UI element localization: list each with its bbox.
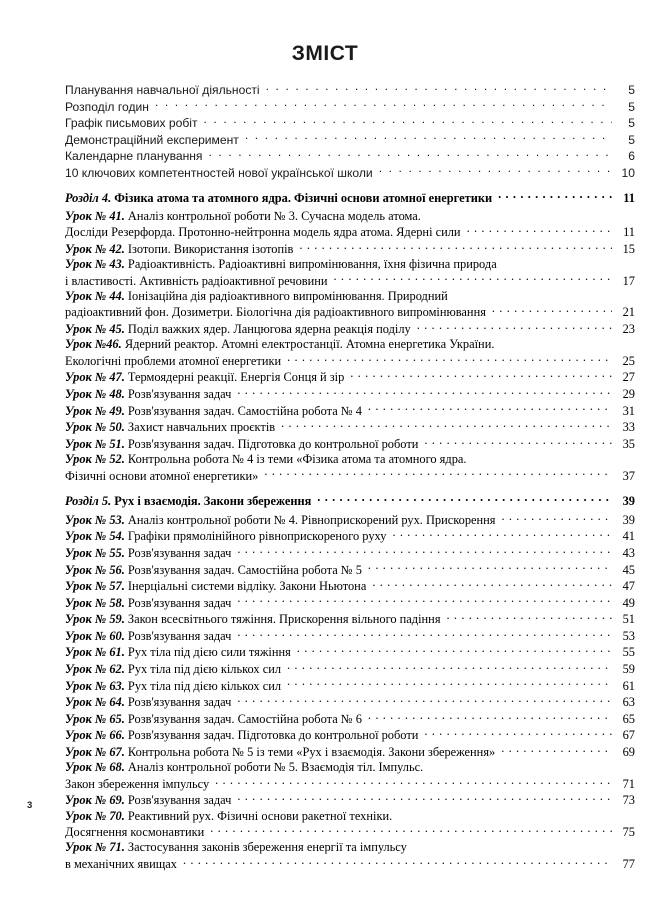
toc-page-number: 21	[622, 305, 635, 320]
toc-entry-label	[65, 209, 425, 224]
toc-entry-prefix: Урок № 55.	[65, 545, 125, 560]
toc-entry-prefix: Урок № 42.	[65, 241, 125, 256]
toc-entry-label	[65, 857, 181, 872]
toc-page-number: 53	[622, 628, 635, 643]
dot-leader	[368, 561, 612, 573]
toc-page-number: 51	[622, 612, 635, 627]
toc-entry-label	[65, 825, 208, 840]
toc-page-number: 63	[622, 695, 635, 710]
dot-leader	[379, 165, 612, 177]
toc-entry-label	[65, 148, 206, 164]
toc-page-number: 43	[622, 545, 635, 560]
lesson-entry[interactable]	[65, 561, 635, 578]
dot-leader	[204, 115, 613, 127]
toc-entry-text: радіоактивний фон. Дозиметри. Біологічна дія радіоактивного випромінювання	[65, 305, 486, 320]
toc-entry-label	[65, 289, 452, 304]
dot-leader	[237, 627, 612, 639]
toc-entry-label	[65, 612, 445, 627]
dot-leader	[287, 661, 612, 673]
toc-entry-text: Розподіл годин	[65, 99, 149, 114]
front-matter-list	[65, 82, 635, 181]
table-of-contents	[65, 82, 635, 872]
dot-leader	[287, 677, 612, 689]
toc-entry-text: Застосування законів збереження енергії та імпульсу	[124, 840, 407, 855]
toc-entry-prefix: Урок № 47.	[65, 370, 125, 385]
front-matter-item[interactable]	[65, 82, 635, 99]
toc-entry-label	[65, 337, 498, 352]
toc-entry-label	[65, 745, 499, 760]
lesson-entry[interactable]	[65, 386, 635, 403]
toc-entry-prefix: Урок № 60.	[65, 628, 125, 643]
toc-entry-label	[65, 225, 465, 240]
dot-leader	[372, 578, 612, 590]
toc-entry-label	[65, 529, 390, 544]
toc-entry-text: Розв'язування задач. Підготовка до контрольної роботи	[124, 436, 419, 451]
lesson-entry[interactable]	[65, 352, 635, 369]
lesson-entry[interactable]	[65, 744, 635, 761]
toc-page-number: 75	[622, 825, 635, 840]
toc-entry-text: Календарне планування	[65, 149, 203, 164]
lesson-entry[interactable]	[65, 644, 635, 661]
toc-entry-prefix: Урок № 66.	[65, 728, 125, 743]
lesson-entry[interactable]	[65, 809, 635, 824]
dot-leader	[215, 775, 612, 787]
toc-entry-label	[65, 99, 153, 115]
lesson-entry[interactable]	[65, 272, 635, 289]
toc-entry-label	[65, 840, 411, 855]
folio-page-number: 3	[27, 800, 33, 811]
toc-entry-label	[65, 257, 501, 272]
dot-leader	[299, 240, 612, 252]
toc-entry-prefix: Урок № 51.	[65, 436, 125, 451]
dot-leader	[417, 321, 612, 333]
lesson-entry[interactable]	[65, 289, 635, 304]
dot-leader	[237, 386, 612, 398]
lesson-entry[interactable]	[65, 792, 635, 809]
toc-entry-label	[65, 322, 415, 337]
toc-entry-label	[65, 274, 332, 289]
toc-entry-text: Екологічні проблеми атомної енергетики	[65, 353, 282, 368]
toc-page-number: 61	[622, 678, 635, 693]
toc-entry-text: Розв'язування задач	[124, 386, 232, 401]
page-title: ЗМІСТ	[291, 42, 359, 65]
toc-entry-prefix: Урок № 54.	[65, 529, 125, 544]
toc-entry-text: Розв'язування задач. Самостійна робота № 6	[124, 711, 362, 726]
toc-entry-text: Рух і взаємодія. Закони збереження	[111, 494, 312, 509]
lesson-entry[interactable]	[65, 257, 635, 272]
toc-entry-text: Графік письмових робіт	[65, 116, 198, 131]
lesson-entry[interactable]	[65, 224, 635, 241]
dot-leader	[183, 856, 612, 868]
toc-page-number: 33	[622, 420, 635, 435]
dot-leader	[368, 402, 612, 414]
toc-entry-prefix: Урок № 58.	[65, 595, 125, 610]
toc-entry-label	[65, 546, 235, 561]
dot-leader	[210, 824, 612, 836]
lesson-entry[interactable]	[65, 611, 635, 628]
toc-entry-text: Розв'язування задач	[124, 695, 232, 710]
toc-page-number: 59	[622, 662, 635, 677]
front-matter-item[interactable]	[65, 165, 635, 182]
toc-entry-label	[65, 420, 279, 435]
toc-entry-text: Розв'язування задач	[124, 793, 232, 808]
toc-page-number: 45	[622, 562, 635, 577]
toc-entry-text: Закон всесвітнього тяжіння. Прискорення вільного падіння	[124, 612, 441, 627]
toc-page-number: 27	[622, 370, 635, 385]
toc-entry-text: Розв'язування задач. Підготовка до контрольної роботи	[124, 728, 419, 743]
toc-entry-text: Фізичні основи атомної енергетики»	[65, 468, 259, 483]
toc-entry-prefix: Урок № 50.	[65, 420, 125, 435]
toc-page-number: 15	[622, 241, 635, 256]
toc-entry-label	[65, 809, 396, 824]
dot-leader	[237, 792, 612, 804]
toc-entry-label	[65, 712, 366, 727]
toc-entry-text: Фізика атома та атомного ядра. Фізичні основи атомної енергетики	[111, 191, 493, 206]
dot-leader	[350, 369, 612, 381]
toc-entry-text: Розв'язування задач. Самостійна робота № 4	[124, 403, 362, 418]
dot-leader	[392, 528, 612, 540]
lesson-entry[interactable]	[65, 545, 635, 562]
dot-leader	[334, 272, 612, 284]
toc-entry-label	[65, 629, 235, 644]
toc-entry-text: 10 ключових компетентностей нової української школи	[65, 165, 373, 180]
toc-entry-label	[65, 437, 422, 452]
lesson-entry[interactable]	[65, 661, 635, 678]
lesson-entry[interactable]	[65, 694, 635, 711]
dot-leader	[237, 594, 612, 606]
toc-entry-prefix: Урок № 49.	[65, 403, 125, 418]
toc-entry-prefix: Урок №46.	[65, 337, 122, 352]
dot-leader	[368, 710, 612, 722]
lesson-entry[interactable]	[65, 677, 635, 694]
toc-page-number: 37	[622, 468, 635, 483]
toc-entry-prefix: Урок № 61.	[65, 645, 125, 660]
toc-entry-text: Ядерний реактор. Атомні електростанції. Атомна енергетика України.	[121, 337, 495, 352]
toc-entry-text: Закон збереження імпульсу	[65, 776, 210, 791]
toc-entry-prefix: Урок № 62.	[65, 662, 125, 677]
toc-entry-text: Графіки прямолінійного рівноприскореного руху	[124, 529, 387, 544]
dot-leader	[281, 419, 612, 431]
dot-leader	[155, 99, 612, 111]
toc-entry-label	[65, 513, 500, 528]
toc-entry-label	[65, 452, 470, 467]
toc-entry-label	[65, 579, 370, 594]
toc-entry-text: Рух тіла під дією кількох сил	[124, 662, 282, 677]
toc-entry-prefix: Урок № 70.	[65, 808, 125, 823]
toc-entry-prefix: Урок № 67.	[65, 745, 125, 760]
toc-entry-text: Аналіз контрольної роботи № 5. Взаємодія тіл. Імпульс.	[124, 760, 424, 775]
toc-entry-prefix: Урок № 41.	[65, 208, 125, 223]
toc-entry-text: Реактивний рух. Фізичні основи ракетної техніки.	[124, 808, 393, 823]
lesson-entry[interactable]	[65, 419, 635, 436]
toc-entry-text: Розв'язування задач	[124, 628, 232, 643]
front-matter-item[interactable]	[65, 115, 635, 132]
toc-entry-prefix: Урок № 53.	[65, 512, 125, 527]
toc-entry-label	[65, 777, 213, 792]
toc-entry-prefix: Урок № 64.	[65, 695, 125, 710]
section-heading[interactable]	[65, 493, 635, 510]
lesson-entry[interactable]	[65, 578, 635, 595]
lesson-entry[interactable]	[65, 467, 635, 484]
toc-entry-text: Захист навчальних проєктів	[124, 420, 276, 435]
dot-leader	[245, 132, 612, 144]
dot-leader	[266, 82, 612, 94]
toc-page-number: 69	[622, 745, 635, 760]
toc-page-number: 47	[622, 579, 635, 594]
toc-page-number: 17	[622, 273, 635, 288]
toc-entry-prefix: Урок № 57.	[65, 579, 125, 594]
toc-entry-text: Аналіз контрольної роботи № 3. Сучасна модель атома.	[124, 208, 421, 223]
toc-page-number: 73	[622, 793, 635, 808]
toc-page-number: 41	[622, 529, 635, 544]
toc-page-number: 67	[622, 728, 635, 743]
toc-entry-text: Розв'язування задач. Самостійна робота № 5	[124, 562, 362, 577]
toc-page-number: 31	[622, 403, 635, 418]
lesson-entry[interactable]	[65, 856, 635, 873]
toc-page-number: 29	[622, 386, 635, 401]
toc-entry-prefix: Урок № 69.	[65, 793, 125, 808]
lesson-entry[interactable]	[65, 511, 635, 528]
toc-entry-label	[65, 645, 295, 660]
section-heading[interactable]	[65, 190, 635, 207]
toc-entry-label	[65, 469, 262, 484]
toc-page-number: 55	[622, 645, 635, 660]
lesson-entry[interactable]	[65, 337, 635, 352]
toc-entry-label	[65, 695, 235, 710]
toc-entry-text: Ізотопи. Використання ізотопів	[124, 241, 294, 256]
toc-entry-text: Іонізаційна дія радіоактивного випромінювання. Природний	[124, 288, 448, 303]
lesson-entry[interactable]	[65, 627, 635, 644]
lesson-entry[interactable]	[65, 240, 635, 257]
toc-entry-text: Радіоактивність. Радіоактивні випромінювання, їхня фізична природа	[124, 256, 497, 271]
toc-page-number: 77	[622, 857, 635, 872]
dot-leader	[492, 304, 612, 316]
toc-entry-label	[65, 563, 366, 578]
lesson-entry[interactable]	[65, 727, 635, 744]
toc-entry-prefix: Розділ 5.	[65, 494, 112, 509]
toc-page-number: 10	[621, 165, 635, 180]
toc-entry-text: в механічних явищах	[65, 857, 177, 872]
lesson-entry[interactable]	[65, 528, 635, 545]
dot-leader	[237, 694, 612, 706]
dot-leader	[237, 545, 612, 557]
toc-entry-text: Поділ важких ядер. Ланцюгова ядерна реакція поділу	[124, 321, 411, 336]
toc-entry-label	[65, 494, 315, 509]
toc-entry-prefix: Урок № 68.	[65, 760, 125, 775]
dot-leader	[501, 744, 612, 756]
toc-page-number: 25	[622, 353, 635, 368]
toc-page-number: 39	[622, 494, 635, 509]
toc-entry-text: Контрольна робота № 4 із теми «Фізика атома та атомного ядра.	[124, 451, 467, 466]
toc-entry-text: Рух тіла під дією кількох сил	[124, 678, 282, 693]
toc-entry-label	[65, 82, 264, 98]
toc-page-number: 11	[623, 191, 635, 206]
lesson-entry[interactable]	[65, 760, 635, 775]
lesson-entry[interactable]	[65, 435, 635, 452]
toc-entry-prefix: Урок № 43.	[65, 256, 125, 271]
dot-leader	[208, 148, 612, 160]
front-matter-item[interactable]	[65, 148, 635, 165]
lesson-entry[interactable]	[65, 775, 635, 792]
lesson-entry[interactable]	[65, 321, 635, 338]
toc-page-number: 49	[622, 595, 635, 610]
dot-leader	[297, 644, 612, 656]
dot-leader	[317, 493, 612, 505]
toc-entry-label	[65, 793, 235, 808]
lesson-entry[interactable]	[65, 594, 635, 611]
toc-page-number: 23	[622, 321, 635, 336]
toc-entry-label	[65, 387, 235, 402]
toc-page-number: 71	[622, 776, 635, 791]
lesson-entry[interactable]	[65, 452, 635, 467]
toc-entry-label	[65, 596, 235, 611]
toc-page-number: 5	[628, 83, 635, 98]
lesson-entry[interactable]	[65, 369, 635, 386]
lesson-entry[interactable]	[65, 840, 635, 855]
toc-entry-label	[65, 662, 285, 677]
toc-entry-label	[65, 728, 422, 743]
toc-page-number: 6	[628, 149, 635, 164]
toc-entry-text: Інерціальні системи відліку. Закони Ньютона	[124, 579, 367, 594]
toc-entry-prefix: Урок № 59.	[65, 612, 125, 627]
toc-page-number: 5	[628, 132, 635, 147]
toc-page-number: 11	[623, 225, 635, 240]
toc-entry-prefix: Урок № 48.	[65, 386, 125, 401]
dot-leader	[424, 727, 612, 739]
toc-page-number: 65	[622, 711, 635, 726]
toc-entry-text: Розв'язування задач	[124, 595, 232, 610]
dot-leader	[264, 467, 612, 479]
toc-entry-text: Термоядерні реакції. Енергія Сонця й зір	[124, 370, 345, 385]
front-matter-item[interactable]	[65, 132, 635, 149]
toc-page-number: 39	[622, 512, 635, 527]
toc-entry-prefix: Розділ 4.	[65, 191, 112, 206]
toc-page-number: 35	[622, 436, 635, 451]
lesson-entry[interactable]	[65, 710, 635, 727]
dot-leader	[467, 224, 612, 236]
toc-entry-text: Демонстраційний експеримент	[65, 132, 239, 147]
toc-entry-label	[65, 132, 243, 148]
dot-leader	[447, 611, 612, 623]
toc-page-number: 5	[628, 116, 635, 131]
toc-entry-text: і властивості. Активність радіоактивної речовини	[65, 273, 328, 288]
toc-entry-text: Досягнення космонавтики	[65, 825, 205, 840]
dot-leader	[424, 435, 612, 447]
toc-entry-prefix: Урок № 52.	[65, 451, 125, 466]
toc-entry-label	[65, 404, 366, 419]
front-matter-item[interactable]	[65, 99, 635, 116]
toc-entry-prefix: Урок № 44.	[65, 288, 125, 303]
toc-entry-prefix: Урок № 56.	[65, 562, 125, 577]
toc-entry-text: Розв'язування задач	[124, 545, 232, 560]
lesson-entry[interactable]	[65, 402, 635, 419]
lesson-entry[interactable]	[65, 209, 635, 224]
toc-entry-label	[65, 191, 496, 206]
toc-entry-prefix: Урок № 45.	[65, 321, 125, 336]
lesson-entry[interactable]	[65, 304, 635, 321]
toc-page-number: 5	[628, 99, 635, 114]
toc-entry-label	[65, 305, 490, 320]
dot-leader	[287, 352, 612, 364]
toc-entry-text: Планування навчальної діяльності	[65, 83, 260, 98]
toc-entry-label	[65, 242, 297, 257]
dot-leader	[502, 511, 613, 523]
lesson-entry[interactable]	[65, 824, 635, 841]
toc-entry-prefix: Урок № 71.	[65, 840, 125, 855]
toc-entry-text: Аналіз контрольної роботи № 4. Рівноприскорений рух. Прискорення	[124, 512, 496, 527]
toc-entry-prefix: Урок № 63.	[65, 678, 125, 693]
toc-entry-prefix: Урок № 65.	[65, 711, 125, 726]
toc-entry-label	[65, 679, 285, 694]
toc-entry-text: Рух тіла під дією сили тяжіння	[124, 645, 291, 660]
toc-entry-label	[65, 165, 377, 181]
toc-entry-label	[65, 115, 202, 131]
toc-entry-text: Досліди Резерфорда. Протонно-нейтронна модель ядра атома. Ядерні сили	[65, 225, 461, 240]
toc-entry-label	[65, 760, 427, 775]
toc-entry-text: Контрольна робота № 5 із теми «Рух і взаємодія. Закони збереження»	[124, 745, 496, 760]
dot-leader	[498, 190, 612, 202]
toc-entry-label	[65, 370, 348, 385]
toc-entry-label	[65, 354, 285, 369]
section-list	[65, 190, 635, 872]
